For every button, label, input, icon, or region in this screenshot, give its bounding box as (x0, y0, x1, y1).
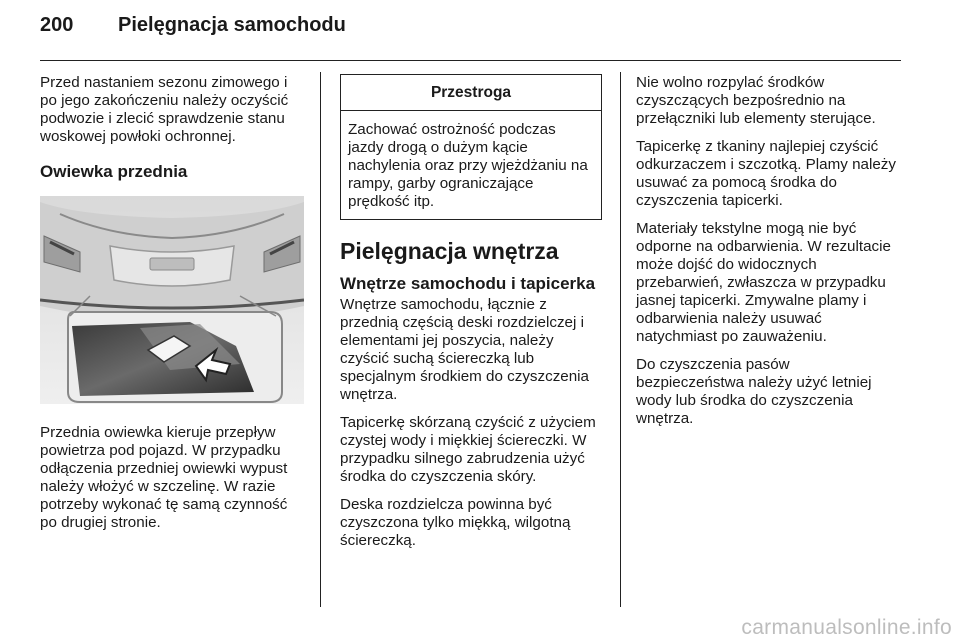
cleaning-paragraph-4: Do czyszczenia pasów bezpieczeństwa należy użyć letniej wody lub środka do czyszczenia wnętrza. (636, 356, 872, 427)
column-right (636, 74, 901, 438)
caution-title: Przestroga (341, 75, 601, 111)
cleaning-paragraph-1: Nie wolno rozpylać środków czyszczących bezpośrednio na przełączniki lub elementy sterujące. (636, 74, 876, 127)
front-spoiler-heading: Owiewka przednia (40, 162, 188, 181)
interior-subheading: Wnętrze samochodu i tapicerka (340, 274, 596, 293)
column-divider-2 (620, 72, 621, 607)
section-title: Pielęgnacja wnętrza (340, 238, 559, 264)
page-header (40, 14, 346, 48)
column-left (40, 74, 306, 542)
interior-paragraph-2: Tapicerkę skórzaną czyścić z użyciem czystej wody i miękkiej ściereczki. W przypadku silnego zabrudzenia użyć środka do czyszczenia skóry. (340, 414, 596, 485)
interior-paragraph-1: Wnętrze samochodu, łącznie z przednią częścią deski rozdzielczej i elementami jej poszycia, należy czyścić suchą ściereczką lub specjalnym środkiem do czyszczenia wnętrza. (340, 296, 589, 403)
interior-paragraph-3: Deska rozdzielcza powinna być czyszczona tylko miękką, wilgotną ściereczką. (340, 496, 571, 549)
front-spoiler-image (40, 196, 304, 404)
caution-text: Zachować ostrożność podczas jazdy drogą o dużym kącie nachylenia oraz przy wjeżdżaniu na rampy, garby ograniczające prędkość itp. (348, 121, 588, 210)
page-number: 200 (40, 14, 74, 36)
header-rule (40, 60, 901, 61)
cleaning-paragraph-2: Tapicerkę z tkaniny najlepiej czyścić odkurzaczem i szczotką. Plamy należy usuwać za pomocą środka do czyszczenia tapicerki. (636, 138, 896, 209)
cleaning-paragraph-3: Materiały tekstylne mogą nie być odporne na odbarwienia. W rezultacie może dojść do widocznych przebarwień, zwłaszcza w przypadku jasnej tapicerki. Zmywalne plamy i odbarwienia należy usuwać natychmiast po zauważeniu. (636, 220, 891, 345)
caution-box (340, 74, 602, 220)
front-spoiler-paragraph: Przednia owiewka kieruje przepływ powietrza pod pojazd. W przypadku odłączenia przedniej owiewki wypust należy włożyć w szczelinę. W razie potrzeby wykonać tę samą czynność po drugiej stronie. (40, 424, 288, 531)
front-spoiler-illustration (40, 196, 304, 404)
column-middle (340, 74, 602, 560)
column-divider-1 (320, 72, 321, 607)
watermark: carmanualsonline.info (741, 616, 952, 639)
chapter-title: Pielęgnacja samochodu (118, 14, 346, 36)
intro-paragraph: Przed nastaniem sezonu zimowego i po jego zakończeniu należy oczyścić podwozie i zlecić sprawdzenie stanu woskowej powłoki ochronnej. (40, 74, 289, 145)
